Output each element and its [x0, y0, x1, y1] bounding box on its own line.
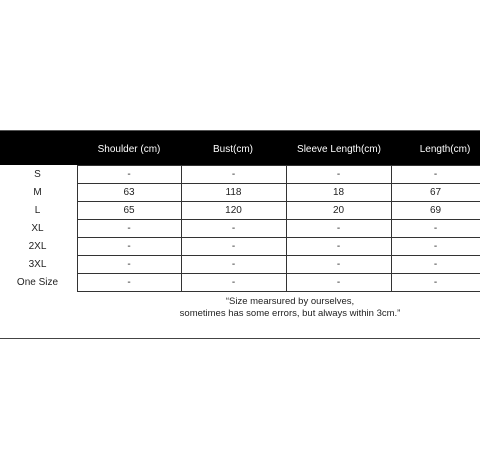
table-cell: 120 — [181, 202, 286, 220]
table-cell: 20 — [286, 202, 391, 220]
header-shoulder: Shoulder (cm) — [97, 144, 161, 155]
table-cell: - — [77, 220, 181, 238]
table-cell: - — [286, 274, 391, 292]
table-row — [0, 220, 480, 238]
table-cell: - — [391, 256, 480, 274]
table-cell: - — [77, 238, 181, 256]
table-row — [0, 256, 480, 274]
size-label: 2XL — [28, 241, 47, 252]
table-cell: - — [181, 220, 286, 238]
table-cell: 18 — [286, 184, 391, 202]
table-cell: - — [391, 238, 480, 256]
size-label: S — [34, 169, 41, 180]
table-cell: 67 — [391, 184, 480, 202]
table-cell: - — [181, 256, 286, 274]
header-bust: Bust(cm) — [213, 144, 253, 155]
measurement-note — [150, 296, 430, 320]
table-row — [0, 238, 480, 256]
table-cell: - — [391, 166, 480, 184]
table-cell: - — [286, 256, 391, 274]
table-row — [0, 184, 480, 202]
size-label: XL — [31, 223, 44, 234]
table-cell: - — [181, 274, 286, 292]
table-cell: 63 — [77, 184, 181, 202]
table-row — [0, 166, 480, 184]
table-cell: - — [181, 166, 286, 184]
table-cell: - — [77, 256, 181, 274]
size-label: 3XL — [28, 259, 47, 270]
table-cell: - — [77, 166, 181, 184]
size-chart-table — [0, 165, 480, 292]
bottom-divider — [0, 338, 480, 339]
table-cell: - — [77, 274, 181, 292]
size-label: L — [34, 205, 41, 216]
size-label: One Size — [16, 277, 59, 288]
table-cell: - — [286, 166, 391, 184]
table-header — [0, 131, 480, 165]
table-row — [0, 274, 480, 292]
table-cell: - — [391, 274, 480, 292]
table-cell: 65 — [77, 202, 181, 220]
table-cell: - — [391, 220, 480, 238]
note-line-1: “Size mearsured by ourselves, — [225, 296, 355, 307]
header-length: Length(cm) — [419, 144, 471, 155]
size-label: M — [33, 187, 42, 198]
table-cell: - — [286, 238, 391, 256]
table-cell: 69 — [391, 202, 480, 220]
header-sleeve-length: Sleeve Length(cm) — [297, 144, 381, 155]
note-line-2: sometimes has some errors, but always within 3cm.” — [179, 308, 401, 319]
table-cell: - — [286, 220, 391, 238]
table-cell: 118 — [181, 184, 286, 202]
table-row — [0, 202, 480, 220]
table-cell: - — [181, 238, 286, 256]
